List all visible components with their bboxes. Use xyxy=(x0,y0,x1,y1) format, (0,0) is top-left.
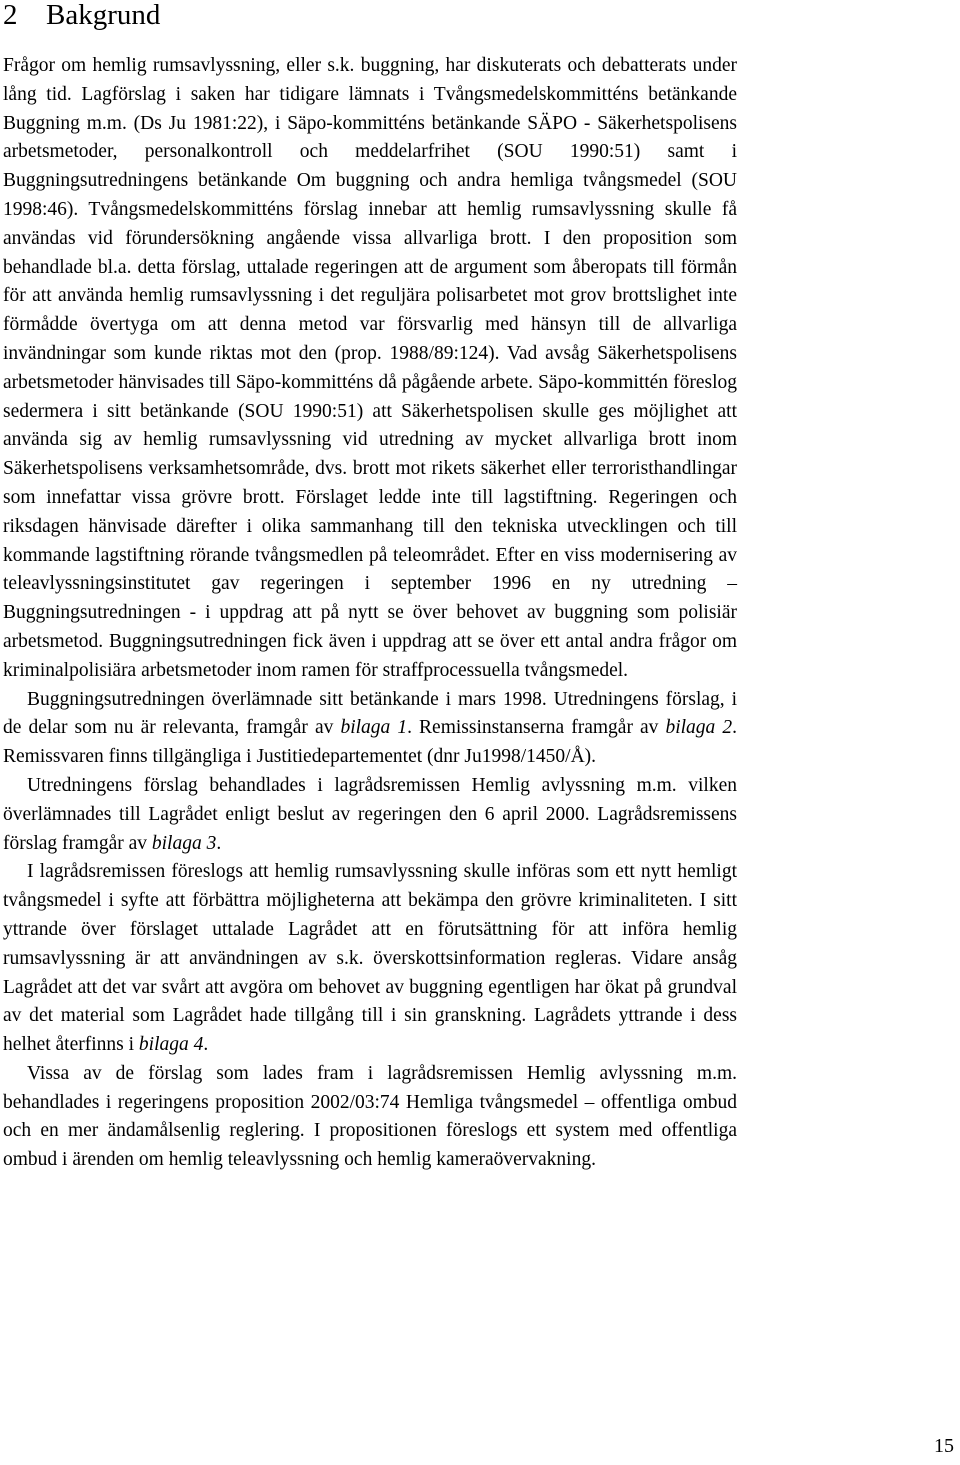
document-page xyxy=(3,0,737,1175)
section-heading xyxy=(3,0,737,30)
appendix-reference: bilaga 4 xyxy=(138,1034,204,1056)
page-number: 15 xyxy=(934,1435,954,1457)
paragraph-council-referral: Utredningens förslag behandlades i lagrådsremissen Hemlig avlyssning m.m. vilken överlämnades till Lagrådet enligt beslut av regeringen den 6 april 2000. Lagrådsremissens förslag framgår av bilaga 3. xyxy=(3,774,737,854)
paragraph-background: Frågor om hemlig rumsavlyssning, eller s.k. buggning, har diskuterats och debatterats under lång tid. Lagförslag i saken har tidigare lämnats i Tvångsmedelskommitténs betänkande Buggning m.m. (Ds Ju 1981:22), i Säpo-kommitténs betänkande SÄPO - Säkerhetspolisens arbetsmetoder, personalkontroll och meddelarfrihet (SOU 1990:51) samt i Buggningsutredningens betänkande Om buggning och andra hemliga tvångsmedel (SOU 1998:46). Tvångsmedelskommitténs förslag innebar att hemlig rumsavlyssning skulle få användas vid förundersökning angående vissa allvarliga brott. I den proposition som behandlade bl.a. detta förslag, uttalade regeringen att de argument som åberopats till förmån för att använda hemlig rumsavlyssning i det reguljära polisarbetet mot grov brottslighet inte förmådde övertyga om att denna metod var försvarlig med hänsyn till de allvarliga invändningar som kunde riktas mot den (prop. 1988/89:124). Vad avsåg Säkerhetspolisens arbetsmetoder hänvisades till Säpo-kommitténs då pågående arbete. Säpo-kommittén föreslog sedermera i sitt betänkande (SOU 1990:51) att Säkerhetspolisen skulle ges möjlighet att använda sig av hemlig rumsavlyssning vid utredning av mycket allvarliga brott inom Säkerhetspolisens verksamhetsområde, dvs. brott mot rikets säkerhet eller terroristhandlingar som innefattar vissa grövre brott. Förslaget ledde inte till lagstiftning. Regeringen och riksdagen hänvisade därefter i olika sammanhang till den tekniska utvecklingen och till kommande lagstiftning rörande tvångsmedlen på teleområdet. Efter en viss modernisering av teleavlyssningsinstitutet gav regeringen i september 1996 en ny utredning – Buggningsutredningen - i uppdrag att på nytt se över behovet av buggning som polisiär arbetsmetod. Buggningsutredningen fick även i uppdrag att se över ett antal andra frågor om kriminalpolisiära arbetsmetoder inom ramen för straffprocessuella tvångsmedel. xyxy=(3,55,737,681)
paragraph-government-bill: Vissa av de förslag som lades fram i lagrådsremissen Hemlig avlyssning m.m. behandlades i regeringens proposition 2002/03:74 Hemliga tvångsmedel – offentliga ombud och en mer ändamålsenlig reglering. I propositionen föreslogs ett system med offentliga ombud i ärenden om hemlig teleavlyssning och hemlig kameraövervakning. xyxy=(3,1062,737,1171)
appendix-reference: bilaga 1 xyxy=(340,717,408,739)
paragraph-council-opinion: I lagrådsremissen föreslogs att hemlig rumsavlyssning skulle införas som ett nytt hemligt tvångsmedel i syfte att förbättra möjligheterna att bekämpa den grövre kriminaliteten. I sitt yttrande över förslaget uttalade Lagrådet att en förutsättning för att införa hemlig rumsavlyssning är att användningen av s.k. överskottsinformation regleras. Vidare ansåg Lagrådet att det var svårt att avgöra om behovet av buggning egentligen har ökat på grundval av det material som Lagrådet hade tillgång till i sin granskning. Lagrådets yttrande i dess helhet återfinns i bilaga 4. xyxy=(3,861,737,1056)
section-number: 2 xyxy=(3,0,18,31)
appendix-reference: bilaga 3 xyxy=(151,832,217,854)
paragraph-report-submission: Buggningsutredningen överlämnade sitt betänkande i mars 1998. Utredningens förslag, i de delar som nu är relevanta, framgår av bilaga 1. Remissinstanserna framgår av bilaga 2. Remissvaren finns tillgängliga i Justitiedepartementet (dnr Ju1998/1450/Å). xyxy=(3,688,737,768)
appendix-reference: bilaga 2 xyxy=(665,717,733,739)
section-title: Bakgrund xyxy=(46,0,161,31)
